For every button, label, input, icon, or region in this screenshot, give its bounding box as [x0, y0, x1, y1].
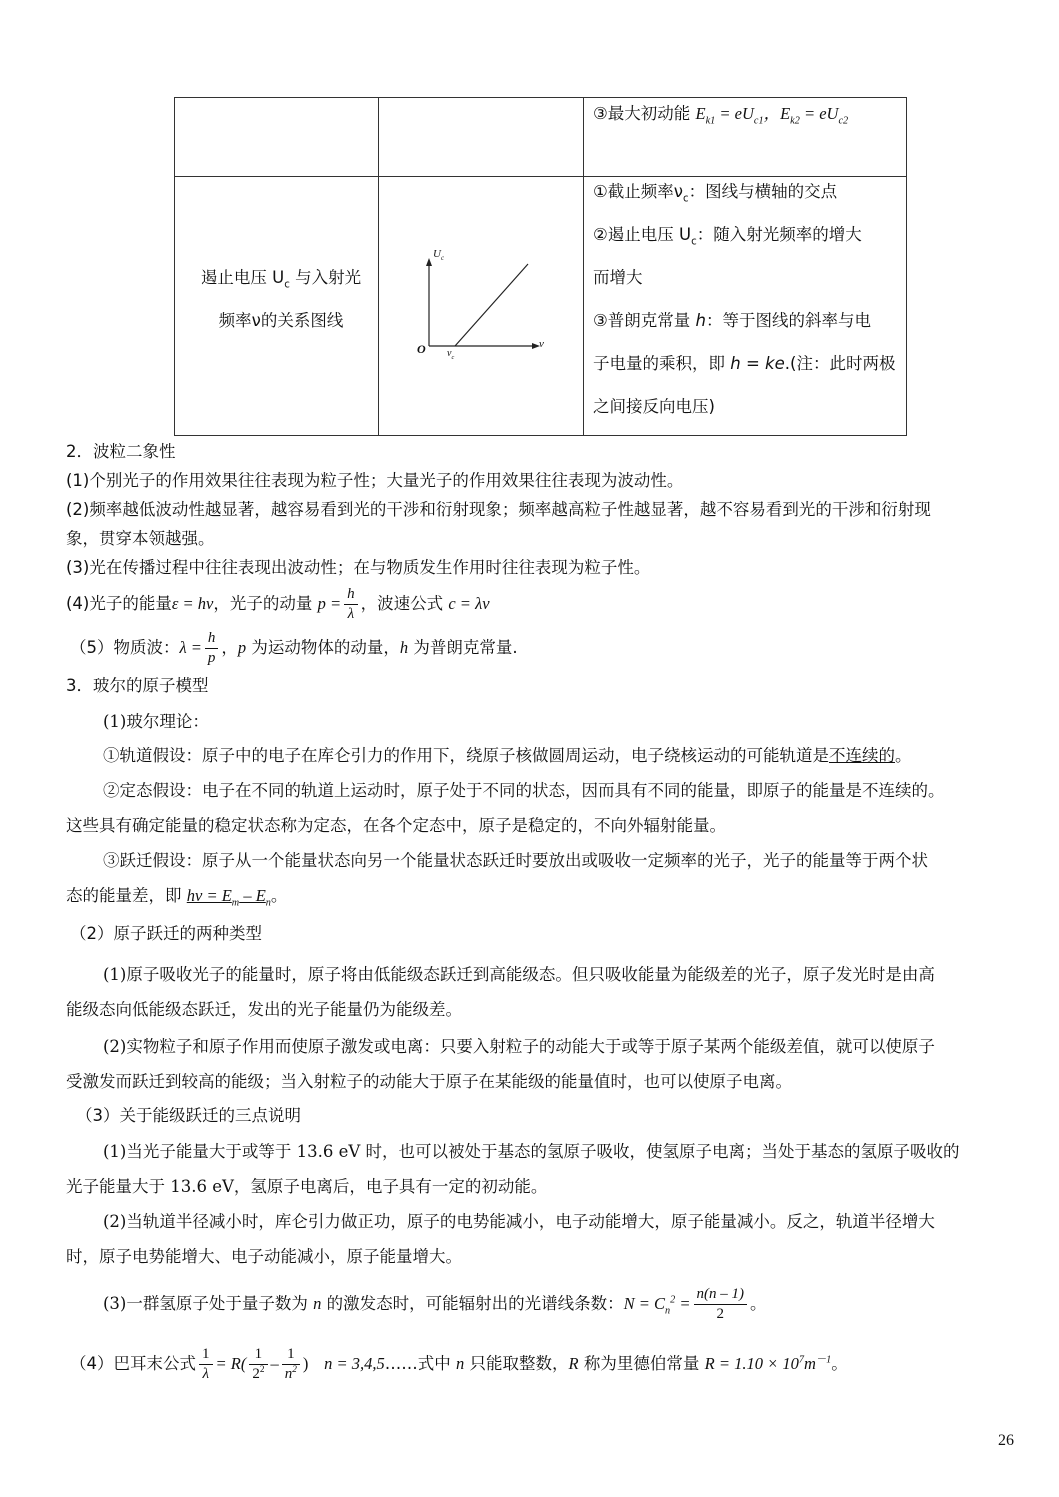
balmer-frac-1: $\frac{1}{2^2}$ [249, 1347, 267, 1382]
table-r2-c3-line6: 之间接反向电压) [593, 397, 715, 416]
section3-a2a: ②定态假设：电子在不同的轨道上运动时，原子处于不同的状态，因而具有不同的能量，即原子的能量是不连续的。 [103, 781, 945, 800]
section3-c3: (3)一群氢原子处于量子数为 n 的激发态时，可能辐射出的光谱线条数：$N = C_n^2$ = $\frac{n(n - 1)}{2}$ 。 [103, 1286, 767, 1322]
table-r2-c3-line1: ①截止频率$\nu_c$：图线与横轴的交点 [593, 182, 838, 205]
balmer-lhs-fraction: $\frac{1}{\lambda}$ [199, 1347, 213, 1382]
table-r2-c1-line2: 频率ν的关系图线 [218, 311, 344, 330]
table-r2-c3-line4: ③普朗克常量 h：等于图线的斜率与电 [593, 311, 872, 330]
graph-origin-label: O [417, 342, 426, 356]
momentum-fraction: $\frac{h}{\lambda}$ [344, 587, 358, 622]
y-axis-arrow [426, 258, 432, 266]
table-r2-c3-line3: 而增大 [593, 268, 643, 287]
section3-b2a: (2)实物粒子和原子作用而使原子激发或电离：只要入射粒子的动能大于或等于原子某两个能级差值，就可以使原子 [103, 1037, 935, 1056]
table-r1-c3: ③最大初动能 $E_{k1} = eU_{c1}$，$E_{k2} = eU_{c2}$ [593, 104, 849, 127]
section2-p3: (3)光在传播过程中往往表现出波动性；在与物质发生作用时往往表现为粒子性。 [66, 558, 651, 577]
section3-b2b: 受激发而跃迁到较高的能级；当入射粒子的动能大于原子在某能级的能量值时，也可以使原子电离。 [66, 1072, 792, 1091]
section3-sub3: （3）关于能级跃迁的三点说明 [76, 1106, 301, 1125]
section3-a2b: 这些具有确定能量的稳定状态称为定态，在各个定态中，原子是稳定的，不向外辐射能量。 [66, 816, 726, 835]
table-col-divider-2 [583, 98, 584, 435]
table-r2-c3 [593, 170, 895, 428]
graph-x-intercept-label: $\nu_c$ [447, 348, 455, 361]
spectral-lines-fraction: $\frac{n(n - 1)}{2}$ [694, 1287, 748, 1322]
table-r2-c3-line2: ②遏止电压 $U_c$：随入射光频率的增大 [593, 225, 862, 248]
section2-p1: (1)个别光子的作用效果往往表现为粒子性；大量光子的作用效果往往表现为波动性。 [66, 471, 684, 490]
table-r2-c3-line5: 子电量的乘积，即 h = ke.(注：此时两极 [593, 354, 896, 373]
section2-title: 2．波粒二象性 [66, 442, 176, 461]
section3-b1b: 能级态向低能级态跃迁，发出的光子能量仍为能级差。 [66, 1000, 462, 1019]
balmer-frac-2: $\frac{1}{n^2}$ [282, 1347, 300, 1382]
section2-p2a: (2)频率越低波动性越显著，越容易看到光的干涉和衍射现象；频率越高粒子性越显著，越不容易看到光的干涉和衍射现 [66, 500, 931, 519]
section3-a1: ①轨道假设：原子中的电子在库仑引力的作用下，绕原子核做圆周运动，电子绕核运动的可能轨道是不连续的。 [103, 746, 912, 765]
section3-c1b: 光子能量大于 13.6 eV，氢原子电离后，电子具有一定的初动能。 [66, 1177, 548, 1196]
physics-table [174, 97, 907, 436]
section2-p2b: 象，贯穿本领越强。 [66, 529, 215, 548]
section3-sub2: （2）原子跃迁的两种类型 [70, 924, 262, 943]
ek-formula: $E_{k1} = eU_{c1}$，$E_{k2} = eU_{c2}$ [695, 104, 849, 127]
table-r2-c1 [191, 256, 371, 342]
table-r2-c1-line1: 遏止电压 $U_c$ 与入射光 [200, 268, 362, 291]
section3-title: 3．玻尔的原子模型 [66, 676, 209, 695]
matter-wave-fraction: $\frac{h}{p}$ [205, 631, 219, 666]
section3-c2b: 时，原子电势能增大、电子动能减小，原子能量增大。 [66, 1247, 462, 1266]
section3-a3b: 态的能量差，即 $h\nu = E_m - E_n$。 [66, 886, 288, 909]
uc-vs-frequency-graph [409, 240, 549, 365]
uc-line [455, 264, 528, 346]
page-number: 26 [998, 1432, 1014, 1449]
graph-x-label: ν [539, 338, 544, 350]
table-col-divider-1 [378, 98, 379, 435]
section2-p5: （5）物质波：λ = $\frac{h}{p}$ ，p 为运动物体的动量，h 为普朗克常量. [70, 630, 518, 666]
section3-sub1: (1)玻尔理论： [103, 712, 209, 731]
graph-y-label: $U_c$ [433, 248, 444, 263]
section2-p4: (4)光子的能量ε = hν，光子的动量 p = $\frac{h}{\lambda}$ ，波速公式 c = λν [66, 586, 490, 622]
section3-c2a: (2)当轨道半径减小时，库仑引力做正功，原子的电势能减小，电子动能增大，原子能量减小。反之，轨道半径增大 [103, 1212, 935, 1231]
section3-b1a: (1)原子吸收光子的能量时，原子将由低能级态跃迁到高能级态。但只吸收能量为能级差的光子，原子发光时是由高 [103, 965, 935, 984]
section3-c1a: (1)当光子能量大于或等于 13.6 eV 时，也可以被处于基态的氢原子吸收，使氢原子电离；当处于基态的氢原子吸收的 [103, 1142, 960, 1161]
section3-sub4: （4）巴耳末公式 $\frac{1}{\lambda}$ = R( $\frac{1}{2^2}$ – $\frac{1}{n^2}$ ) n = 3,4,5……式中 n 只能取整数，R 称为里德伯常量 $R = 1.10 \times 10^7m^{-1}$。 [70, 1346, 848, 1382]
section3-a3a: ③跃迁假设：原子从一个能量状态向另一个能量状态跃迁时要放出或吸收一定频率的光子，光子的能量等于两个状 [103, 851, 928, 870]
